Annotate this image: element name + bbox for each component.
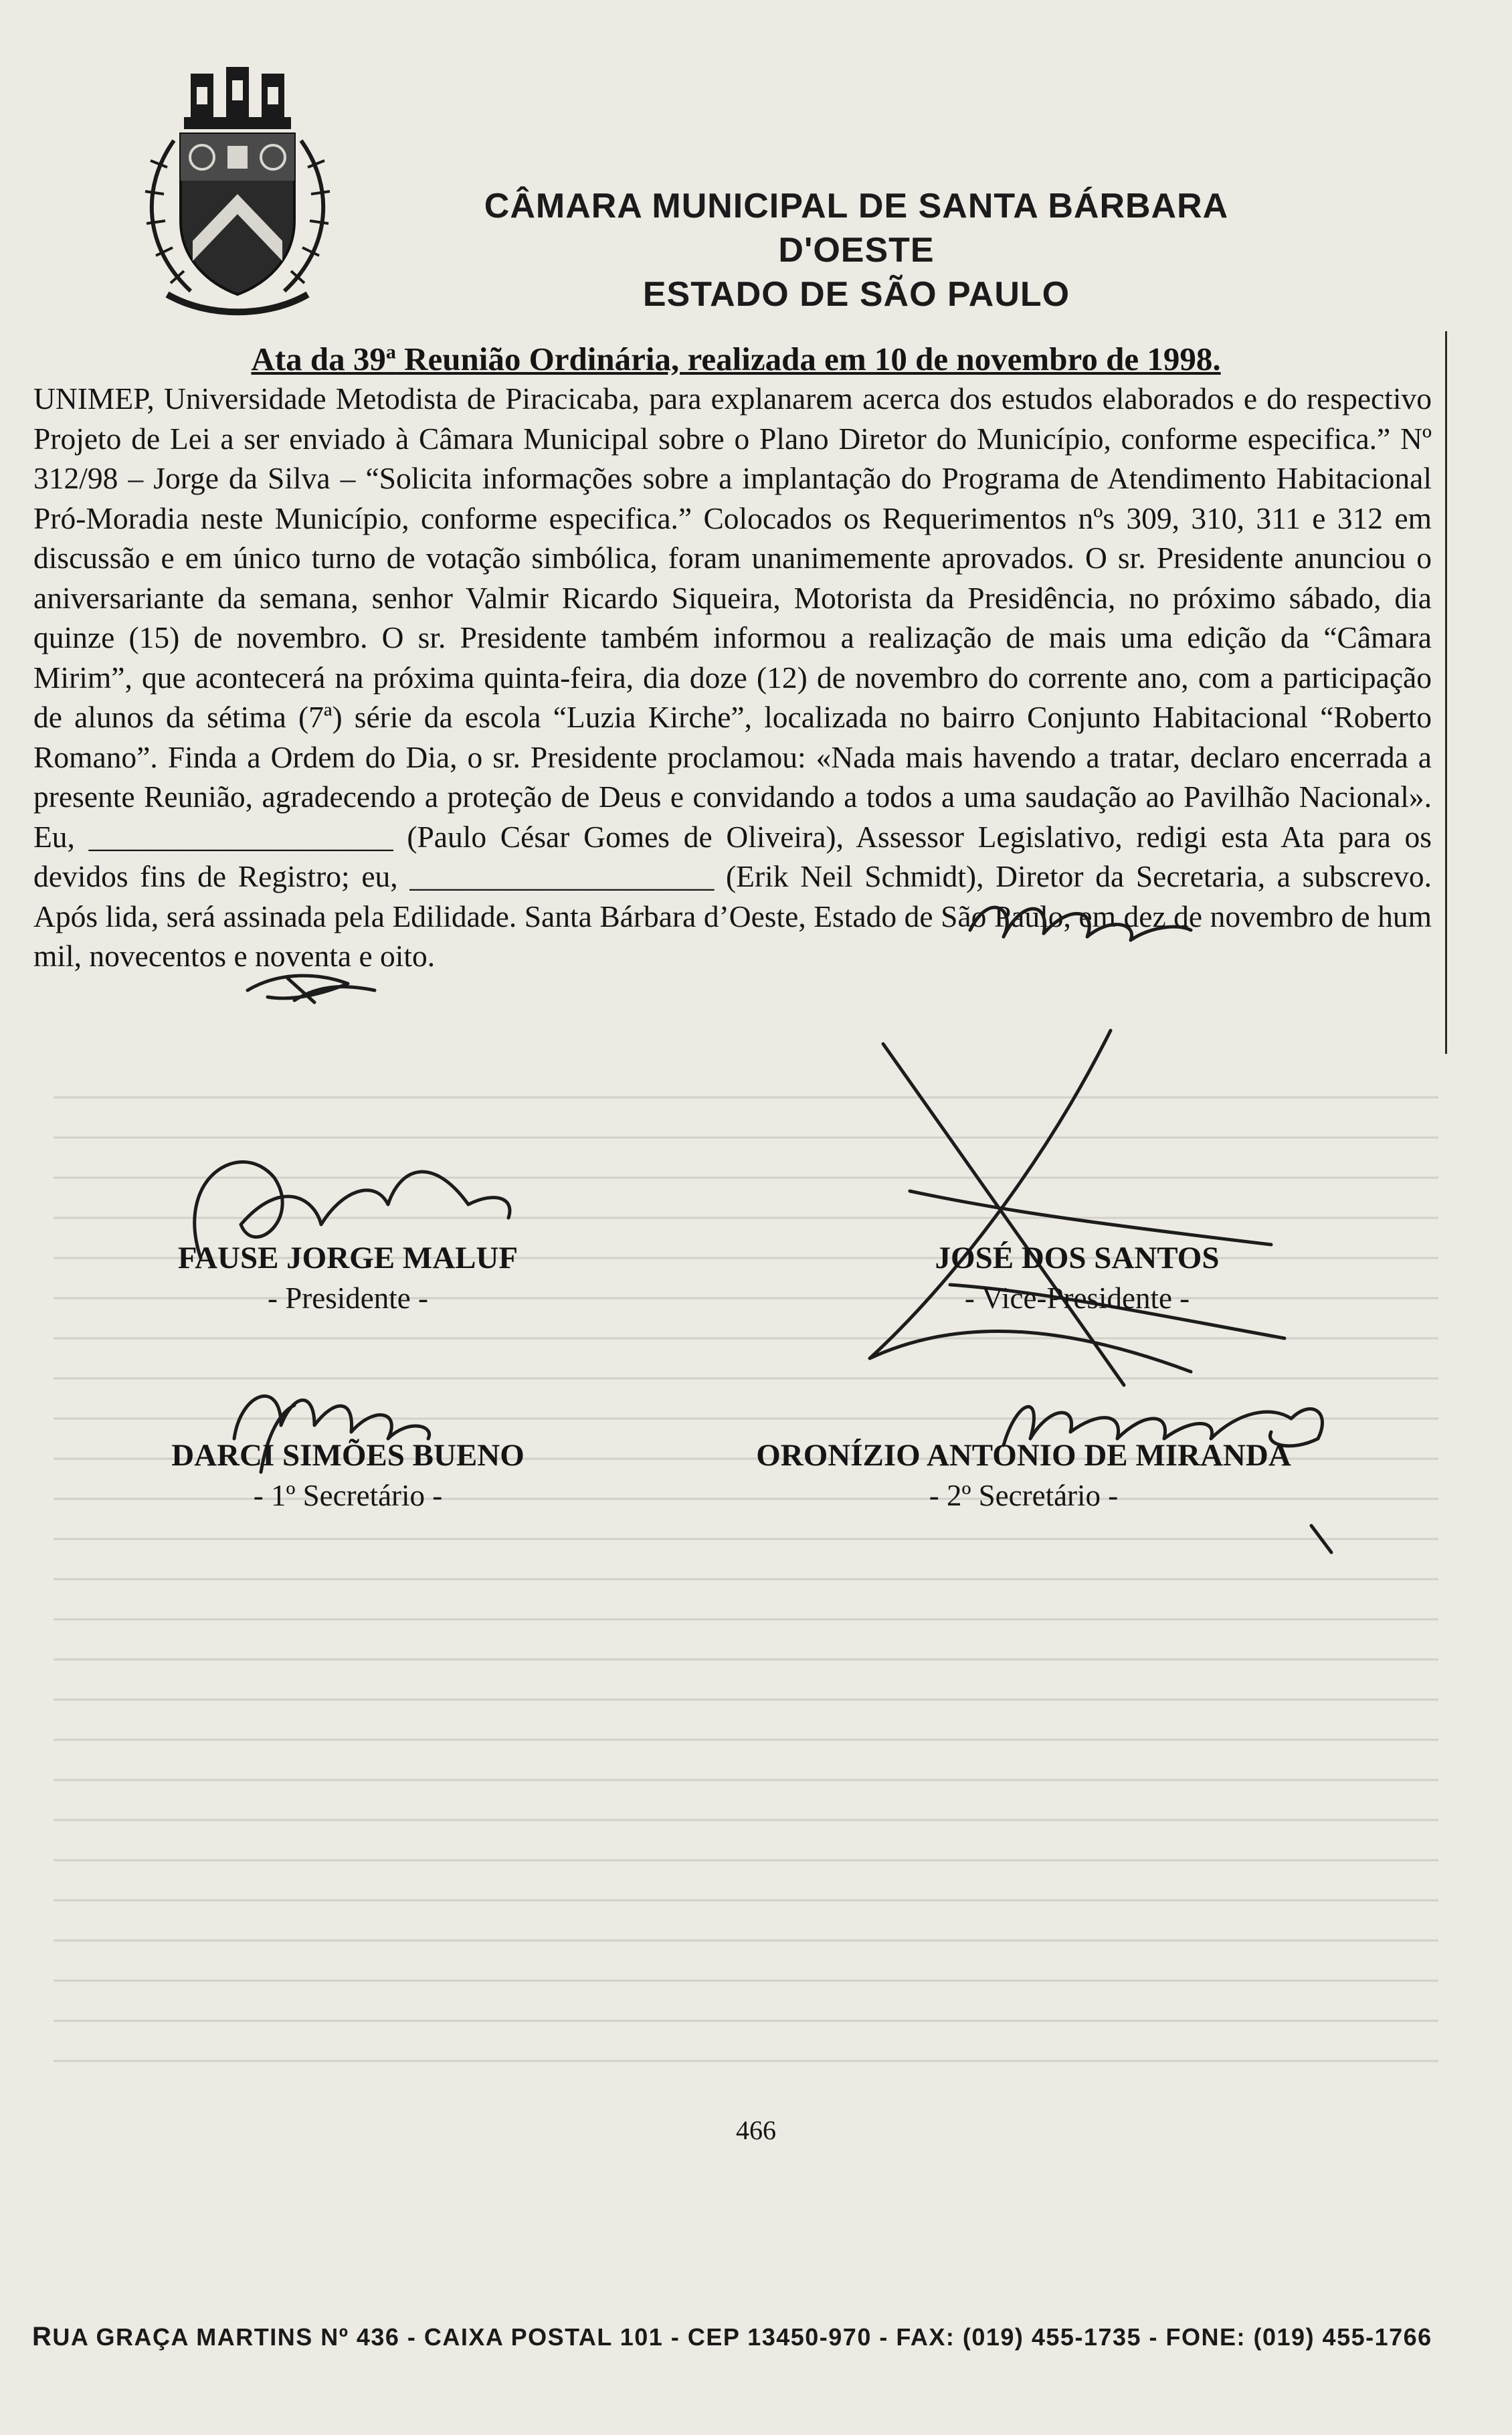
address-footer: RUA GRAÇA MARTINS Nº 436 - CAIXA POSTAL 101 - CEP 13450-970 - FAX: (019) 455-1735 - FONE: (019) 455-1766 bbox=[32, 2322, 1432, 2351]
signatory-second-secretary bbox=[709, 1435, 1338, 1516]
institution-heading bbox=[421, 184, 1291, 317]
signatory-vice-president bbox=[830, 1238, 1325, 1318]
signatory-first-secretary bbox=[134, 1435, 562, 1516]
signatory-role: - 1º Secretário - bbox=[253, 1479, 443, 1512]
page-number: 466 bbox=[736, 2115, 776, 2145]
minutes-body bbox=[33, 379, 1432, 976]
institution-state: ESTADO DE SÃO PAULO bbox=[642, 275, 1070, 314]
signatory-president bbox=[134, 1238, 562, 1318]
coat-of-arms-seal bbox=[127, 60, 348, 321]
institution-name: CÂMARA MUNICIPAL DE SANTA BÁRBARA D'OESTE bbox=[484, 187, 1229, 270]
margin-rule bbox=[1445, 331, 1447, 1054]
signature-jose bbox=[870, 1030, 1285, 1385]
signatory-name: DARCI SIMÕES BUENO bbox=[171, 1438, 525, 1473]
signatory-name: JOSÉ DOS SANTOS bbox=[935, 1241, 1220, 1275]
signatory-role: - Presidente - bbox=[268, 1281, 428, 1315]
signatory-role: - Vice-Presidente - bbox=[964, 1281, 1190, 1315]
letterhead bbox=[127, 60, 1398, 321]
signatory-name: ORONÍZIO ANTONIO DE MIRANDA bbox=[756, 1438, 1291, 1473]
signature-erik bbox=[248, 976, 375, 1002]
signatory-name: FAUSE JORGE MALUF bbox=[177, 1241, 518, 1275]
document-title: Ata da 39$^a$ Reunião Ordinária, realizada em 10 de novembro de 1998. bbox=[251, 341, 1221, 377]
body-paragraph: UNIMEP, Universidade Metodista de Piracicaba, para explanarem acerca dos estudos elaborados e do respectivo Projeto de Lei a ser enviado à Câmara Municipal sobre o Plano Diretor do Município, conforme especifica.” Nº 312/98 – Jorge da Silva – “Solicita informações sobre a implantação do Programa de Atendimento Habitacional Pró-Moradia neste Município, conforme especifica.” Colocados os Requerimentos nºs 309, 310, 311 e 312 em discussão e em único turno de votação simbólica, foram unanimemente aprovados. O sr. Presidente anunciou o aniversariante da semana, senhor Valmir Ricardo Siqueira, Motorista da Presidência, no próximo sábado, dia quinze (15) de novembro. O sr. Presidente também informou a realização de mais uma edição da “Câmara Mirim”, que acontecerá na próxima quinta-feira, dia doze (12) de novembro do corrente ano, com a participação de alunos da sétima (7ª) série da escola “Luzia Kirche”, localizada no bairro Conjunto Habitacional “Roberto Romano”. Finda a Ordem do Dia, o sr. Presidente proclamou: «Nada mais havendo a tratar, declaro encerrada a presente Reunião, agradecendo a proteção de Deus e convidando a todos a uma saudação ao Pavilhão Nacional». Eu, ____________________ (Paulo César Gomes de Oliveira), Assessor Legislativo, redigi esta Ata para os devidos fins de Registro; eu, ____________________ (Erik Neil Schmidt), Diretor da Secretaria, a subscrevo. Após lida, será assinada pela Edilidade. Santa Bárbara d’Oeste, Estado de São Paulo, em dez de novembro de hum mil, novecentos e noventa e oito. bbox=[33, 381, 1432, 973]
signatory-role: - 2º Secretário - bbox=[929, 1479, 1119, 1512]
